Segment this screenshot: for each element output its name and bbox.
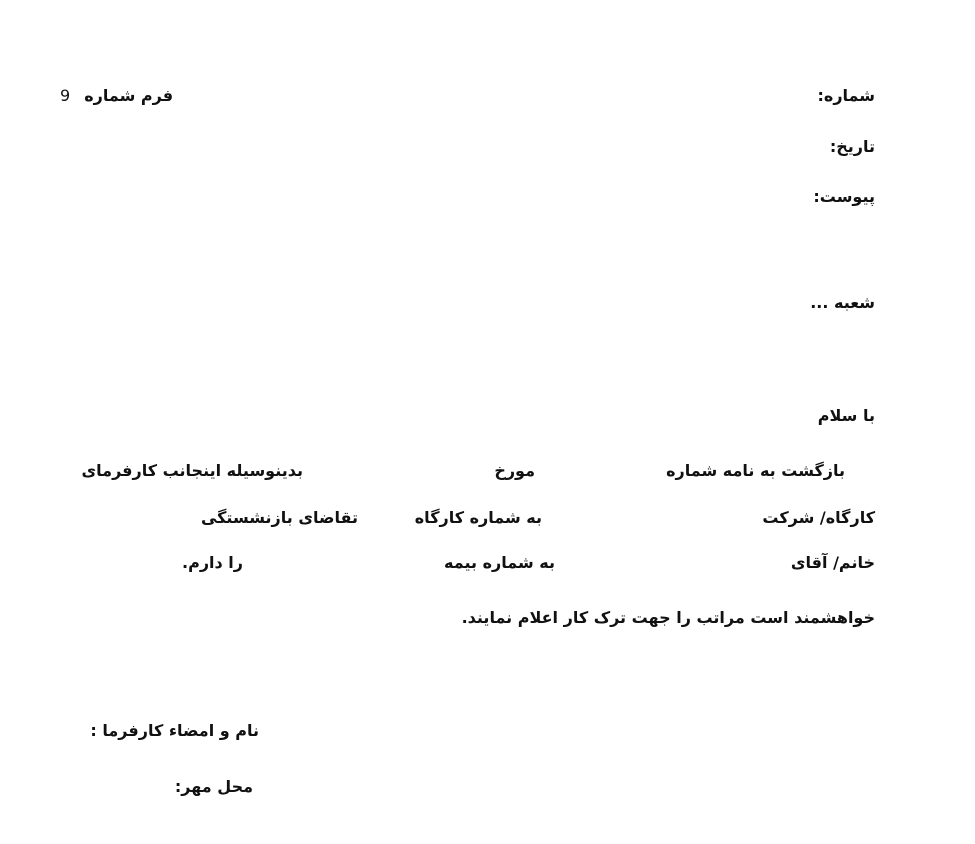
letter-date-label: تاریخ:	[829, 137, 875, 156]
attachment-label: پیوست:	[813, 187, 875, 206]
form-number-heading	[60, 86, 173, 106]
stamp-place-label: محل مهر:	[174, 777, 253, 796]
employer-intro-text: بدینوسیله اینجانب کارفرمای	[81, 461, 303, 480]
employer-name-signature-label: نام و امضاء کارفرما :	[90, 721, 259, 740]
insurance-number-text: به شماره بیمه	[444, 553, 555, 572]
dated-text: مورخ	[494, 461, 535, 480]
mrs-mr-text: خانم/ آقای	[790, 553, 875, 572]
request-closing-text: خواهشمند است مراتب را جهت ترک کار اعلام نمایند.	[461, 608, 875, 627]
workshop-company-text: کارگاه/ شرکت	[762, 508, 875, 527]
form-number: 9	[60, 86, 71, 105]
i-have-text: را دارم.	[182, 553, 243, 572]
letter-number-label: شماره:	[817, 86, 875, 105]
branch-recipient: شعبه ...	[810, 293, 875, 312]
reference-letter-text: بازگشت به نامه شماره	[666, 461, 845, 480]
greeting: با سلام	[817, 406, 875, 425]
workshop-number-text: به شماره کارگاه	[414, 508, 542, 527]
form-label: فرم شماره	[84, 86, 174, 105]
retirement-request-text: تقاضای بازنشستگی	[200, 508, 358, 527]
